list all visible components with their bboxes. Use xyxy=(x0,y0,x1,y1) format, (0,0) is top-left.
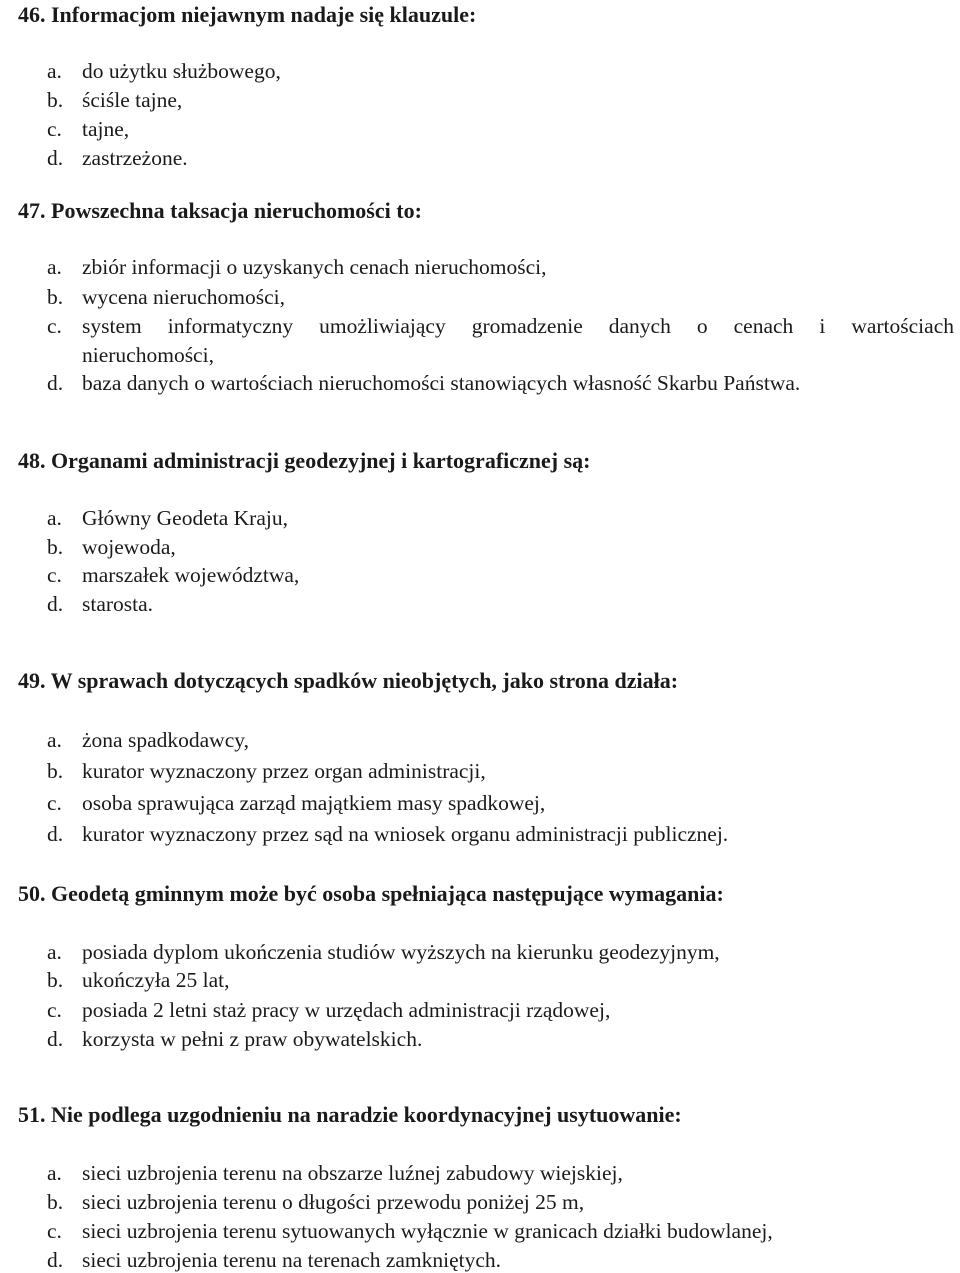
question-48-option-d xyxy=(47,591,153,617)
option-text: żona spadkodawcy, xyxy=(82,728,249,752)
option-letter: a. xyxy=(47,1161,62,1185)
option-text: posiada 2 letni staż pracy w urzędach administracji rządowej, xyxy=(82,998,611,1022)
option-letter: d. xyxy=(47,146,64,170)
option-letter: b. xyxy=(47,759,64,783)
option-letter: a. xyxy=(47,940,62,964)
question-51-option-a xyxy=(47,1160,623,1186)
question-47-option-d xyxy=(47,370,800,396)
option-text: sieci uzbrojenia terenu na obszarze luźnej zabudowy wiejskiej, xyxy=(82,1161,623,1185)
option-text: sieci uzbrojenia terenu na terenach zamkniętych. xyxy=(82,1248,502,1272)
question-46-option-c xyxy=(47,116,129,142)
option-letter: a. xyxy=(47,506,62,530)
question-50-option-d xyxy=(47,1026,422,1052)
question-50-option-b xyxy=(47,967,229,993)
option-letter: b. xyxy=(47,88,64,112)
option-text: ściśle tajne, xyxy=(82,88,183,112)
option-letter: a. xyxy=(47,728,62,752)
question-50-option-a xyxy=(47,939,720,965)
question-51-option-b xyxy=(47,1189,584,1215)
question-50-title: 50. Geodetą gminnym może być osoba spełniająca następujące wymagania: xyxy=(18,881,724,906)
option-letter: d. xyxy=(47,1027,64,1051)
option-text: posiada dyplom ukończenia studiów wyższych na kierunku geodezyjnym, xyxy=(82,940,720,964)
option-text: Główny Geodeta Kraju, xyxy=(82,506,288,530)
option-text: korzysta w pełni z praw obywatelskich. xyxy=(82,1027,423,1051)
option-letter: a. xyxy=(47,255,62,279)
option-text: sieci uzbrojenia terenu sytuowanych wyłącznie w granicach działki budowlanej, xyxy=(82,1219,773,1243)
option-text: system informatyczny umożliwiający gromadzenie danych o cenach i wartościach xyxy=(82,314,954,338)
question-49-option-d xyxy=(47,821,728,847)
option-text: wycena nieruchomości, xyxy=(82,285,285,309)
question-46-option-d xyxy=(47,145,188,171)
option-letter: c. xyxy=(47,314,62,338)
option-text: starosta. xyxy=(82,592,154,616)
question-47-option-b xyxy=(47,284,285,310)
option-text: ukończyła 25 lat, xyxy=(82,968,230,992)
option-letter: c. xyxy=(47,791,62,815)
option-letter: d. xyxy=(47,822,64,846)
option-letter: b. xyxy=(47,535,64,559)
option-text: tajne, xyxy=(82,117,130,141)
option-text: zbiór informacji o uzyskanych cenach nieruchomości, xyxy=(82,255,547,279)
option-text: kurator wyznaczony przez organ administracji, xyxy=(82,759,486,783)
option-text: zastrzeżone. xyxy=(82,146,188,170)
question-51-option-d xyxy=(47,1247,501,1273)
option-letter: b. xyxy=(47,968,64,992)
option-text: wojewoda, xyxy=(82,535,176,559)
option-text: sieci uzbrojenia terenu o długości przewodu poniżej 25 m, xyxy=(82,1190,585,1214)
question-46-option-b xyxy=(47,87,182,113)
question-49-option-b xyxy=(47,758,486,784)
option-letter: d. xyxy=(47,592,64,616)
option-letter: c. xyxy=(47,563,62,587)
question-46-title: 46. Informacjom niejawnym nadaje się klauzule: xyxy=(18,2,477,27)
option-letter: c. xyxy=(47,1219,62,1243)
question-51-option-c xyxy=(47,1218,773,1244)
option-letter: c. xyxy=(47,117,62,141)
option-letter: c. xyxy=(47,998,62,1022)
option-letter: d. xyxy=(47,371,64,395)
question-48-option-b xyxy=(47,534,176,560)
question-49-option-c xyxy=(47,790,545,816)
option-text: baza danych o wartościach nieruchomości stanowiących własność Skarbu Państwa. xyxy=(82,371,801,395)
option-letter: b. xyxy=(47,285,64,309)
question-51-title: 51. Nie podlega uzgodnieniu na naradzie koordynacyjnej usytuowanie: xyxy=(18,1102,682,1127)
option-text: do użytku służbowego, xyxy=(82,59,281,83)
question-48-option-c xyxy=(47,562,299,588)
question-48-title: 48. Organami administracji geodezyjnej i kartograficznej są: xyxy=(18,448,591,473)
option-text: kurator wyznaczony przez sąd na wniosek organu administracji publicznej. xyxy=(82,822,729,846)
option-text: osoba sprawująca zarząd majątkiem masy spadkowej, xyxy=(82,791,546,815)
question-47-option-c-continuation: nieruchomości, xyxy=(82,343,214,367)
question-48-option-a xyxy=(47,505,288,531)
question-47-option-c xyxy=(47,313,957,339)
question-46-option-a xyxy=(47,58,281,84)
option-letter: d. xyxy=(47,1248,64,1272)
option-text: marszałek województwa, xyxy=(82,563,300,587)
question-49-title: 49. W sprawach dotyczących spadków nieobjętych, jako strona działa: xyxy=(18,668,679,693)
question-47-option-a xyxy=(47,254,546,280)
option-letter: a. xyxy=(47,59,62,83)
option-letter: b. xyxy=(47,1190,64,1214)
question-50-option-c xyxy=(47,997,610,1023)
question-47-title: 47. Powszechna taksacja nieruchomości to: xyxy=(18,198,422,223)
question-49-option-a xyxy=(47,727,249,753)
